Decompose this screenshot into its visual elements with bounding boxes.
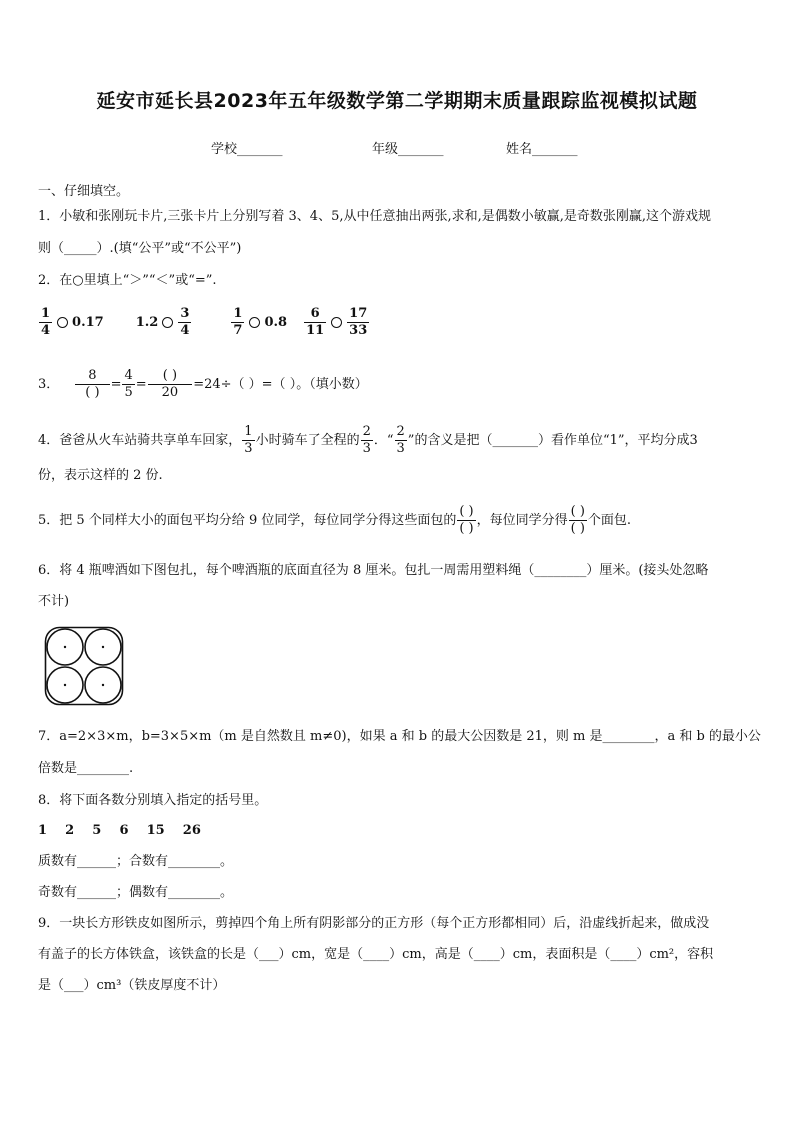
fraction: $\frac{6}{11}$ xyxy=(306,306,325,338)
q7-line2: 倍数是________. xyxy=(38,761,134,776)
q2-stem: 2．在○里填上“＞”“＜”或“=”. xyxy=(38,273,217,288)
section-heading: 一、仔细填空。 xyxy=(38,184,130,199)
grade-field xyxy=(372,141,444,159)
comparison-circle[interactable] xyxy=(57,317,68,328)
equals: = xyxy=(110,376,122,392)
center-dot xyxy=(102,646,104,648)
q8-numbers: 1 2 5 6 15 26 xyxy=(38,823,201,838)
q4-line1 xyxy=(38,424,698,457)
q5-text: 5．把 5 个同样大小的面包平均分给 9 位同学，每位同学分得这些面包的 xyxy=(38,512,457,528)
q4-line2: 份，表示这样的 2 份. xyxy=(38,468,163,483)
fraction: $\frac{2}{3}$ xyxy=(362,424,371,456)
comparison-circle[interactable] xyxy=(249,317,260,328)
q5-text: 个面包. xyxy=(587,512,632,528)
grade-label: 年级 xyxy=(372,142,399,157)
comparison-circle[interactable] xyxy=(162,317,173,328)
fraction: $\frac{3}{4}$ xyxy=(180,306,190,338)
q2-value: 0.17 xyxy=(72,315,104,330)
q2-value: 0.8 xyxy=(264,315,288,330)
q4-text: 小时骑车了全程的 xyxy=(255,432,360,448)
center-dot xyxy=(102,684,104,686)
q9-line1: 9．一块长方形铁皮如图所示，剪掉四个角上所有阴影部分的正方形（每个正方形都相同）后，沿虚线折起来，做成没 xyxy=(38,916,710,931)
school-label: 学校 xyxy=(211,142,238,157)
fraction: $\frac{8}{( )}$ xyxy=(75,368,109,401)
comparison-circle[interactable] xyxy=(331,317,342,328)
grade-blank: _______ xyxy=(398,142,444,157)
fraction: $\frac{1}{7}$ xyxy=(233,306,243,338)
q2-value: 1.2 xyxy=(135,315,159,330)
fraction: $\frac{1}{3}$ xyxy=(244,424,253,456)
q2-items xyxy=(38,306,370,339)
q1-line1: 1．小敏和张刚玩卡片,三张卡片上分别写着 3、4、5,从中任意抽出两张,求和,是偶数小敏赢,是奇数张刚赢,这个游戏规 xyxy=(38,209,712,224)
rope-outline xyxy=(46,628,123,705)
center-dot xyxy=(64,684,66,686)
fraction: $\frac{4}{5}$ xyxy=(124,368,133,400)
q5-line xyxy=(38,504,631,537)
q7-line1: 7．a=2×3×m，b=3×5×m（m 是自然数且 m≠0)，如果 a 和 b 的最大公因数是 21，则 m 是________，a 和 b 的最小公 xyxy=(38,729,761,744)
q3-label: 3． xyxy=(38,376,60,392)
fraction: $\frac{17}{33}$ xyxy=(349,306,368,338)
fraction: $\frac{1}{4}$ xyxy=(41,306,51,338)
school-blank: _______ xyxy=(237,142,283,157)
q8-line2: 奇数有______；偶数有________。 xyxy=(38,885,234,900)
center-dot xyxy=(64,646,66,648)
q4-text: 4．爸爸从火车站骑共享单车回家， xyxy=(38,432,242,448)
school-field xyxy=(211,141,283,159)
equals: = xyxy=(135,376,147,392)
name-blank: _______ xyxy=(532,142,578,157)
q8-line1: 质数有______；合数有________。 xyxy=(38,854,234,869)
q8-stem: 8．将下面各数分别填入指定的括号里。 xyxy=(38,793,268,808)
q4-text: ．“ xyxy=(373,432,394,448)
q5-text: ，每位同学分得 xyxy=(476,512,568,528)
q9-line2: 有盖子的长方体铁盒，该铁盒的长是（___）cm，宽是（____）cm，高是（____）cm，表面积是（____）cm²，容积 xyxy=(38,947,714,962)
bottles-diagram xyxy=(44,626,124,706)
q3-line xyxy=(38,368,368,401)
name-label: 姓名 xyxy=(506,142,533,157)
fraction: $\frac{( )}{20}$ xyxy=(148,368,193,401)
q6-line2: 不计) xyxy=(38,594,70,609)
fraction: $\frac{( )}{( )}$ xyxy=(570,504,585,536)
fraction: $\frac{( )}{( )}$ xyxy=(459,504,474,536)
q4-text: ”的含义是把（_______）看作单位“1”，平均分成3 xyxy=(407,432,698,448)
name-field xyxy=(506,141,578,159)
fraction: $\frac{2}{3}$ xyxy=(396,424,405,456)
q9-line3: 是（___）cm³（铁皮厚度不计） xyxy=(38,978,226,993)
q1-line2: 则（_____）.(填“公平”或“不公平”) xyxy=(38,241,242,256)
q6-line1: 6．将 4 瓶啤酒如下图包扎，每个啤酒瓶的底面直径为 8 厘米。包扎一周需用塑料绳（________）厘米。(接头处忽略 xyxy=(38,563,709,578)
q3-tail: =24÷（ ）=（ ）。（填小数） xyxy=(193,376,368,392)
page-title: 延安市延长县2023年五年级数学第二学期期末质量跟踪监视模拟试题 xyxy=(96,90,698,112)
